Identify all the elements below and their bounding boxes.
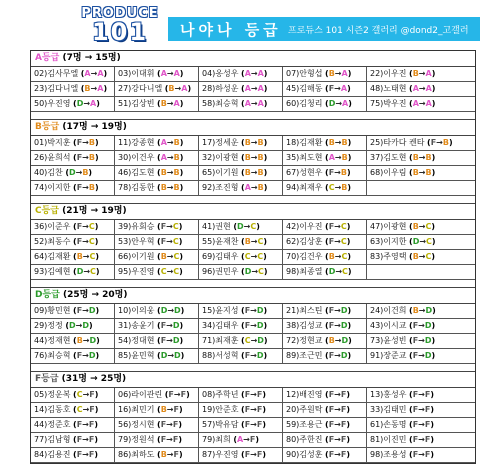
grade-change: (B→B) [241, 138, 268, 147]
table-row [31, 151, 475, 166]
trainee-cell [367, 181, 453, 195]
grade-change: (F→F) [157, 420, 182, 429]
grade-change: (F→F) [325, 390, 350, 399]
grade-change: (F→F) [164, 390, 190, 399]
trainee-cell: 38)김성교 (F→D) [283, 319, 367, 333]
table-row [31, 388, 475, 403]
grade-change: (B→D) [73, 336, 100, 345]
trainee-cell: 71)최재훈 (C→D) [199, 334, 283, 348]
grade-change: (D→D) [65, 321, 93, 330]
table-row [31, 97, 475, 112]
grade-change: (A→F) [233, 435, 259, 444]
grade-change: (D→C) [409, 237, 436, 246]
trainee-cell: 98)조용성 (F→F) [370, 450, 434, 459]
trainee-cell: 86)최하도 (B→F) [115, 448, 199, 462]
trainee-cell: 68)이우림 (B→B) [370, 168, 436, 177]
grade-change: (F→D) [157, 321, 184, 330]
trainee-cell: 35)최도현 (A→B) [283, 151, 367, 165]
grade-change: (A→A) [157, 69, 184, 78]
trainee-cell: 17)정세운 (B→B) [199, 136, 283, 150]
grade-change: (F→C) [73, 222, 99, 231]
trainee-cell: 81)이진민 (F→F) [370, 435, 434, 444]
section-label: C등급 [35, 206, 63, 216]
trainee-cell: 56)정시현 (F→F) [115, 418, 199, 432]
grade-change: (F→D) [241, 321, 268, 330]
trainee-cell: 87)우진영 (F→F) [199, 448, 283, 462]
trainee-cell: 60)김청리 (D→A) [283, 97, 367, 111]
table-row [31, 265, 475, 280]
header [0, 0, 480, 50]
trainee-cell: 55)윤재찬 (B→C) [199, 235, 283, 249]
section-label: B등급 [35, 122, 63, 132]
section-spacer [31, 364, 475, 372]
grade-change: (F→B) [73, 138, 99, 147]
grade-change: (A→A) [241, 69, 268, 78]
trainee-cell [367, 265, 453, 279]
grade-change: (F→F) [409, 390, 434, 399]
trainee-cell: 66)이기원 (B→C) [115, 250, 199, 264]
trainee-cell: 83)주영택 (B→C) [370, 252, 436, 261]
trainee-cell: 92)조진형 (A→B) [199, 181, 283, 195]
grade-change: (B→A) [409, 69, 436, 78]
trainee-cell: 10)이의웅 (D→D) [115, 304, 199, 318]
page-subtitle: 프로듀스 101 시즌2 갤러리 @dond2_고갤러 [288, 26, 469, 36]
grade-change: (B→B) [409, 168, 436, 177]
trainee-cell: 53)안우혁 (F→C) [115, 235, 199, 249]
table-row [31, 334, 475, 349]
trainee-cell: 54)정대현 (F→D) [115, 334, 199, 348]
grade-change: (F→F) [157, 435, 182, 444]
trainee-cell: 70)김건우 (B→C) [283, 250, 367, 264]
grade-change: (F→F) [73, 435, 98, 444]
trainee-cell: 45)김해동 (F→A) [283, 82, 367, 96]
table-row [31, 250, 475, 265]
page-title: 나야나 등급 [180, 21, 282, 39]
trainee-cell: 02)김사무엘 (A→A) [31, 67, 115, 81]
trainee-cell: 94)최재우 (C→B) [283, 181, 367, 195]
trainee-cell: 43)이시교 (F→D) [370, 321, 436, 330]
section-label: F등급 [35, 374, 62, 384]
grade-change: (B→A) [157, 99, 184, 108]
grade-change: (F→F) [241, 450, 266, 459]
trainee-cell: 51)김상빈 (B→A) [115, 97, 199, 111]
trainee-cell: 20)주원탁 (F→F) [283, 403, 367, 417]
grade-change: (F→B) [325, 168, 351, 177]
section-header-c [31, 204, 475, 220]
grade-change: (D→D) [157, 351, 185, 360]
trainee-cell: 33)김태민 (F→F) [370, 405, 434, 414]
trainee-cell: 77)김남형 (F→F) [31, 433, 115, 447]
table-row [31, 304, 475, 319]
grade-change: (F→F) [409, 405, 434, 414]
grade-change: (A→A) [409, 84, 436, 93]
trainee-cell: 32)이광현 (B→B) [199, 151, 283, 165]
section-header-b [31, 120, 475, 136]
grade-change: (F→B) [73, 183, 99, 192]
trainee-cell: 15)윤지성 (F→D) [199, 304, 283, 318]
trainee-cell: 89)조근민 (F→D) [283, 349, 367, 363]
trainee-cell: 13)홍성우 (F→F) [370, 390, 434, 399]
trainee-cell: 98)최종열 (D→C) [283, 265, 367, 279]
grade-change: (B→B) [325, 138, 352, 147]
logo-top-text: PRODUCE [81, 6, 159, 21]
grade-change: (F→F) [325, 435, 350, 444]
trainee-cell: 72)정현교 (B→D) [283, 334, 367, 348]
trainee-cell: 64)김재환 (B→C) [31, 250, 115, 264]
section-header-a [31, 51, 475, 67]
grade-change: (B→B) [409, 153, 436, 162]
table-row [31, 349, 475, 364]
grade-change: (F→F) [409, 420, 434, 429]
grade-change: (A→A) [241, 99, 268, 108]
trainee-cell: 37)김도현 (B→B) [370, 153, 436, 162]
grade-change: (F→B) [73, 153, 99, 162]
grade-change: (C→F) [73, 390, 99, 399]
grade-change: (A→B) [157, 153, 184, 162]
produce-101-logo [66, 6, 174, 46]
trainee-cell: 21)최스틴 (F→D) [283, 304, 367, 318]
trainee-cell: 78)김동한 (B→B) [115, 181, 199, 195]
grade-change: (B→D) [409, 306, 436, 315]
grade-change: (F→A) [325, 84, 351, 93]
grade-change: (C→C) [241, 252, 267, 261]
trainee-cell: 96)권민우 (D→C) [199, 265, 283, 279]
grade-change: (B→B) [157, 168, 184, 177]
trainee-cell: 28)하성운 (A→A) [199, 82, 283, 96]
trainee-cell: 05)정운복 (C→F) [31, 388, 115, 402]
grade-change: (F→F) [325, 420, 350, 429]
trainee-cell: 63)이지한 (D→C) [370, 237, 436, 246]
grade-change: (D→B) [65, 168, 93, 177]
grade-change: (B→A) [325, 69, 352, 78]
grade-change: (A→B) [325, 153, 352, 162]
grade-change: (F→D) [409, 351, 436, 360]
section-label: A등급 [35, 53, 63, 63]
trainee-cell: 26)윤희석 (F→B) [31, 151, 115, 165]
trainee-cell: 31)송윤기 (F→D) [115, 319, 199, 333]
trainee-cell: 14)김동호 (C→F) [31, 403, 115, 417]
section-count: (7명 → 15명) [62, 53, 121, 63]
trainee-cell: 08)주학년 (F→F) [199, 388, 283, 402]
grade-change: (F→F) [73, 450, 98, 459]
table-row [31, 319, 475, 334]
grade-change: (F→F) [409, 435, 434, 444]
trainee-cell: 22)이우진 (B→A) [370, 69, 436, 78]
trainee-cell: 34)김태우 (F→D) [199, 319, 283, 333]
table-row [31, 448, 475, 463]
trainee-cell: 19)안준호 (F→F) [199, 403, 283, 417]
grade-change: (B→C) [409, 222, 436, 231]
grade-change: (F→C) [73, 237, 99, 246]
trainee-cell: 59)조용근 (F→F) [283, 418, 367, 432]
trainee-cell: 91)장준교 (F→D) [370, 351, 436, 360]
section-header-f [31, 372, 475, 388]
trainee-cell: 76)최승혁 (F→D) [31, 349, 115, 363]
trainee-cell: 73)윤성빈 (F→D) [370, 336, 436, 345]
table-row [31, 418, 475, 433]
trainee-cell: 90)김성훈 (F→F) [283, 448, 367, 462]
grade-change: (B→A) [80, 84, 108, 93]
trainee-cell: 23)김다니엘 (B→A) [31, 82, 115, 96]
grade-change: (A→A) [409, 99, 436, 108]
grade-change: (F→D) [241, 306, 268, 315]
title-bar [168, 17, 480, 41]
trainee-cell: 42)이우진 (F→C) [283, 220, 367, 234]
section-label: D등급 [35, 290, 63, 300]
grade-change: (B→C) [241, 237, 268, 246]
trainee-cell: 30)이건우 (A→B) [115, 151, 199, 165]
trainee-cell: 79)최희 (A→F) [199, 433, 283, 447]
trainee-cell: 50)우진영 (D→A) [31, 97, 115, 111]
trainee-cell: 04)옹성우 (A→A) [199, 67, 283, 81]
grade-change: (C→F) [73, 405, 99, 414]
trainee-cell: 47)이광현 (B→C) [370, 222, 436, 231]
trainee-cell: 95)우진영 (C→C) [115, 265, 199, 279]
trainee-cell: 85)윤민혁 (D→D) [115, 349, 199, 363]
grade-change: (F→D) [241, 351, 268, 360]
grade-change: (A→B) [241, 183, 268, 192]
grade-change: (F→D) [325, 351, 352, 360]
table-row [31, 220, 475, 235]
grade-change: (F→F) [325, 405, 350, 414]
trainee-cell: 09)황민현 (F→D) [31, 304, 115, 318]
section-spacer [31, 280, 475, 288]
grade-change: (F→F) [325, 450, 350, 459]
grade-change: (F→C) [157, 222, 183, 231]
trainee-cell: 41)권현 (D→C) [199, 220, 283, 234]
grade-change: (F→D) [73, 306, 100, 315]
table-row [31, 181, 475, 196]
trainee-cell: 11)강종현 (A→B) [115, 136, 199, 150]
grade-change: (F→F) [73, 420, 98, 429]
grade-change: (B→D) [325, 336, 352, 345]
section-header-d [31, 288, 475, 304]
table-row [31, 433, 475, 448]
section-spacer [31, 112, 475, 120]
trainee-cell: 93)김예현 (D→C) [31, 265, 115, 279]
grade-change: (A→A) [241, 84, 268, 93]
grade-change: (F→F) [241, 390, 266, 399]
grade-change: (D→C) [73, 267, 100, 276]
grade-change: (B→C) [73, 252, 100, 261]
trainee-cell: 44)정재현 (B→D) [31, 334, 115, 348]
trainee-cell: 84)김용진 (F→F) [31, 448, 115, 462]
trainee-cell: 58)최승혁 (A→A) [199, 97, 283, 111]
grade-change: (A→B) [157, 138, 184, 147]
grade-table [30, 50, 476, 464]
trainee-cell: 52)최동수 (F→C) [31, 235, 115, 249]
section-count: (21명 → 19명) [62, 206, 127, 216]
grade-change: (D→A) [73, 99, 100, 108]
trainee-cell: 25)타카다 켄타 (F→B) [370, 138, 453, 147]
section-spacer [31, 196, 475, 204]
table-row [31, 235, 475, 250]
grade-change: (F→D) [409, 321, 436, 330]
logo-bottom-text: 101 [91, 18, 149, 46]
trainee-cell: 44)정준호 (F→F) [31, 418, 115, 432]
trainee-cell: 67)성현우 (F→B) [283, 166, 367, 180]
grade-change: (F→C) [325, 222, 351, 231]
trainee-cell: 74)이지한 (F→B) [31, 181, 115, 195]
grade-change: (D→C) [325, 267, 352, 276]
grade-change: (B→B) [241, 153, 268, 162]
grade-change: (B→C) [157, 252, 184, 261]
trainee-cell: 48)노태현 (A→A) [370, 84, 436, 93]
section-count: (31명 → 25명) [61, 374, 127, 384]
trainee-cell: 88)서성혁 (F→D) [199, 349, 283, 363]
grade-change: (D→C) [233, 222, 260, 231]
grade-change: (D→D) [157, 306, 185, 315]
grade-change: (F→D) [325, 306, 352, 315]
section-count: (25명 → 20명) [63, 290, 128, 300]
trainee-cell: 62)김상훈 (F→C) [283, 235, 367, 249]
grade-change: (F→C) [157, 237, 183, 246]
grade-change: (B→F) [157, 450, 183, 459]
trainee-cell: 75)박우진 (A→A) [370, 99, 436, 108]
section-count: (17명 → 19명) [62, 122, 127, 132]
trainee-cell: 79)정원석 (F→F) [115, 433, 199, 447]
trainee-cell: 40)김찬 (D→B) [31, 166, 115, 180]
trainee-cell: 18)김재환 (B→B) [283, 136, 367, 150]
trainee-cell: 24)이건희 (B→D) [370, 306, 436, 315]
table-row [31, 166, 475, 181]
grade-change: (B→C) [325, 252, 352, 261]
trainee-cell: 27)강다니엘 (B→A) [115, 82, 199, 96]
grade-change: (F→C) [325, 237, 351, 246]
trainee-cell: 57)박유담 (F→F) [199, 418, 283, 432]
grade-change: (D→C) [241, 267, 268, 276]
grade-change: (B→B) [241, 168, 268, 177]
grade-change: (F→F) [241, 420, 266, 429]
grade-change: (F→F) [241, 405, 266, 414]
table-row [31, 67, 475, 82]
trainee-cell: 80)주한진 (F→F) [283, 433, 367, 447]
trainee-cell: 69)김태우 (C→C) [199, 250, 283, 264]
grade-change: (F→D) [325, 321, 352, 330]
table-row [31, 403, 475, 418]
trainee-cell: 65)이기원 (B→B) [199, 166, 283, 180]
grade-change: (C→B) [325, 183, 352, 192]
grade-change: (D→A) [325, 99, 352, 108]
trainee-cell: 46)김도현 (B→B) [115, 166, 199, 180]
grade-change: (F→D) [157, 336, 184, 345]
grade-change: (B→A) [164, 84, 192, 93]
trainee-cell: 36)이준우 (F→C) [31, 220, 115, 234]
grade-change: (F→F) [409, 450, 434, 459]
grade-change: (F→B) [427, 138, 453, 147]
grade-change: (B→F) [157, 405, 183, 414]
grade-change: (A→A) [80, 69, 108, 78]
trainee-cell: 61)손동명 (F→F) [370, 420, 434, 429]
trainee-cell: 39)유회승 (F→C) [115, 220, 199, 234]
trainee-cell: 12)배진영 (F→F) [283, 388, 367, 402]
trainee-cell: 06)라이관린 (F→F) [115, 388, 199, 402]
grade-change: (F→D) [409, 336, 436, 345]
grade-change: (F→D) [73, 351, 100, 360]
grade-change: (C→D) [241, 336, 268, 345]
table-row [31, 82, 475, 97]
grade-change: (B→B) [157, 183, 184, 192]
grade-change: (B→C) [409, 252, 436, 261]
trainee-cell: 01)박지훈 (F→B) [31, 136, 115, 150]
trainee-cell: 03)이대휘 (A→A) [115, 67, 199, 81]
trainee-cell: 07)안형섭 (B→A) [283, 67, 367, 81]
grade-change: (C→C) [157, 267, 183, 276]
trainee-cell: 29)정정 (D→D) [31, 319, 115, 333]
trainee-cell: 16)최민기 (B→F) [115, 403, 199, 417]
table-row [31, 136, 475, 151]
